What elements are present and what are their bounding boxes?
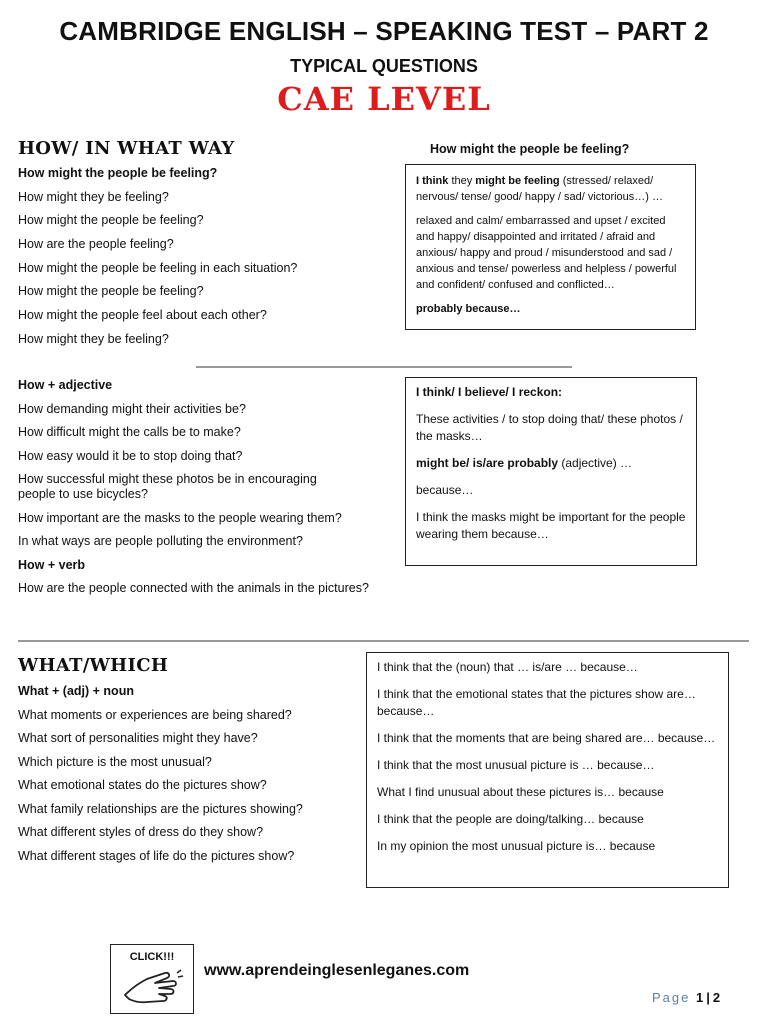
list-item: How + verb <box>18 557 86 572</box>
click-label: CLICK!!! <box>129 951 175 963</box>
list-item: What + (adj) + noun <box>18 684 134 698</box>
list-item: How might the people be feeling in each situation? <box>18 260 298 275</box>
answer-line: I think that the people are doing/talking… because <box>377 812 644 826</box>
website-link[interactable]: www.aprendeinglesenleganes.com <box>204 962 470 979</box>
what-answer-box <box>366 652 729 888</box>
opinion-box-line: because… <box>416 483 474 497</box>
text: (adjective) … <box>558 456 633 470</box>
text: they <box>448 175 476 187</box>
section-heading-what: WHAT/WHICH <box>18 655 169 676</box>
text-bold: might be feeling <box>475 175 560 187</box>
list-item: How are the people connected with the animals in the pictures? <box>18 581 369 595</box>
opinion-box-line <box>416 455 686 472</box>
feelings-box <box>405 164 696 330</box>
list-item: How might the people be feeling? <box>18 213 204 228</box>
feelings-adjectives: relaxed and calm/ embarrassed and upset / excited and happy/ disappointed and irritated / afraid and anxious/ happy and proud / misunderstood and sad / anxious and tense/ powerless and helpless / powerful and confident/ confused and conflicted… <box>416 215 677 291</box>
pointing-hand-icon <box>121 969 185 1009</box>
list-item: How + adjective <box>18 378 113 392</box>
answer-line: What I find unusual about these pictures is… because <box>377 785 664 799</box>
page-total: 2 <box>712 990 721 1005</box>
opinion-box <box>405 377 697 566</box>
page-separator: | <box>706 990 710 1005</box>
list-item: How might they be feeling? <box>18 189 169 204</box>
text-bold: might be/ is/are probably <box>416 456 559 470</box>
answer-line: In my opinion the most unusual picture is… because <box>377 839 656 853</box>
how-adjective-list <box>18 378 398 605</box>
list-item: How easy would it be to stop doing that? <box>18 448 243 463</box>
click-button[interactable] <box>110 944 194 1014</box>
list-item: What different stages of life do the pictures show? <box>18 848 295 863</box>
answer-line: I think that the emotional states that the pictures show are… because… <box>377 687 696 718</box>
opinion-box-line: I think the masks might be important for the people wearing them because… <box>416 510 686 541</box>
list-item: In what ways are people polluting the environment? <box>18 534 303 548</box>
answer-line: I think that the (noun) that … is/are … because… <box>377 660 638 674</box>
list-item: What sort of personalities might they have? <box>18 731 258 745</box>
how-question-list <box>18 166 297 356</box>
level-heading: CAE LEVEL <box>277 80 491 118</box>
list-item: What emotional states do the pictures show? <box>18 778 267 792</box>
list-item: How important are the masks to the people wearing them? <box>18 510 342 525</box>
list-item: How might they be feeling? <box>18 331 169 346</box>
text: (stressed/ relaxed/ nervous/ tense/ good/ happy / sad/ victorious…) … <box>416 175 664 203</box>
list-item: How might the people be feeling? <box>18 166 218 180</box>
what-question-list <box>18 684 303 872</box>
page-word: Page <box>652 990 691 1005</box>
opinion-box-line: I think/ I believe/ I reckon: <box>416 385 563 399</box>
list-item: What family relationships are the pictures showing? <box>18 801 303 816</box>
page-indicator <box>652 990 720 1005</box>
page-current: 1 <box>696 990 704 1005</box>
answer-line: I think that the moments that are being shared are… because… <box>377 731 716 745</box>
list-item: How might the people feel about each other? <box>18 308 267 323</box>
list-item: What different styles of dress do they show? <box>18 825 264 839</box>
feelings-box-line <box>416 173 685 205</box>
opinion-box-line: These activities / to stop doing that/ these photos / the masks… <box>416 412 683 443</box>
page-subtitle: TYPICAL QUESTIONS <box>290 56 478 76</box>
divider <box>196 366 572 368</box>
list-item: How difficult might the calls be to make? <box>18 425 241 439</box>
list-item: How demanding might their activities be? <box>18 401 246 416</box>
page-title: CAMBRIDGE ENGLISH – SPEAKING TEST – PART 2 <box>59 16 709 46</box>
right-question: How might the people be feeling? <box>430 142 630 156</box>
text-bold: I think <box>416 175 449 187</box>
divider <box>18 640 749 642</box>
list-item: How might the people be feeling? <box>18 284 204 299</box>
answer-line: I think that the most unusual picture is … because… <box>377 758 655 772</box>
list-item: How are the people feeling? <box>18 237 174 252</box>
list-item: Which picture is the most unusual? <box>18 754 212 769</box>
feelings-because: probably because… <box>416 303 521 315</box>
section-heading-how: HOW/ IN WHAT WAY <box>18 138 235 159</box>
list-item: How successful might these photos be in encouraging people to use bicycles? <box>18 472 317 501</box>
list-item: What moments or experiences are being shared? <box>18 707 292 722</box>
